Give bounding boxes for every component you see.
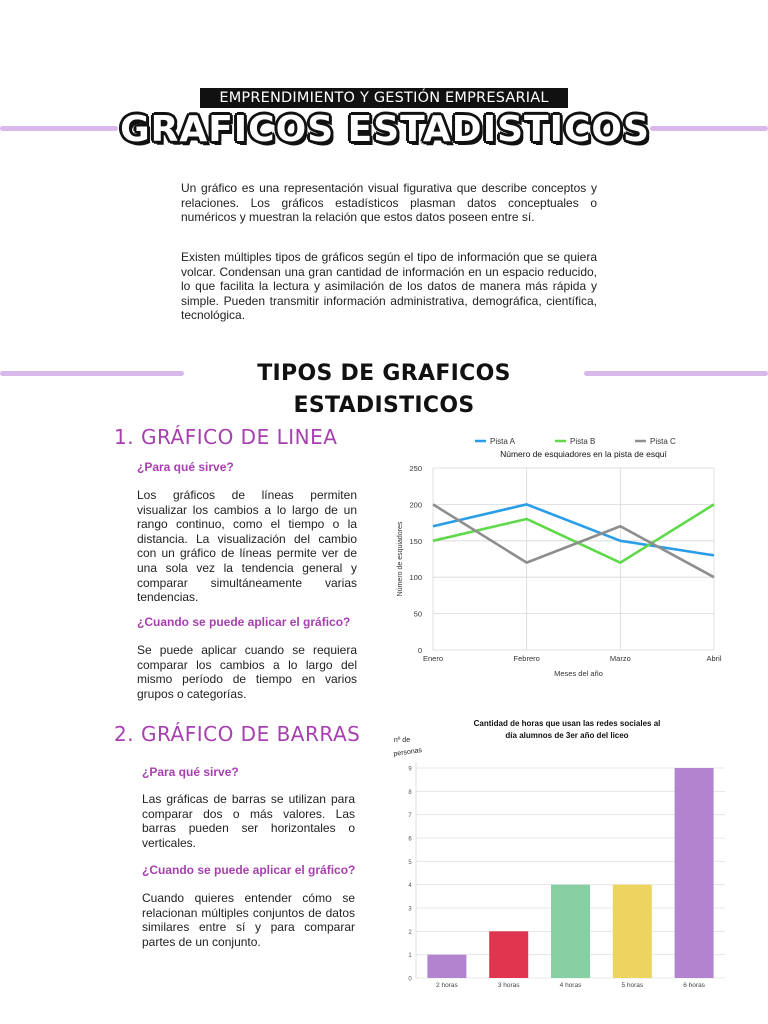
- y-tick-label-5: 250: [409, 464, 422, 473]
- bar-x-tick-label-0: 2 horas: [436, 982, 458, 989]
- bar-x-tick-label-3: 5 horas: [621, 982, 644, 989]
- section-deco-line-left: [0, 371, 184, 376]
- bar-y-tick-label-7: 7: [408, 813, 412, 820]
- bar-x-tick-label-1: 3 horas: [497, 982, 520, 989]
- bar-y-tick-label-3: 3: [408, 906, 412, 913]
- bar-2-horas: [427, 955, 466, 978]
- bar-chart: [380, 710, 768, 1000]
- bar-3-horas: [489, 931, 528, 978]
- y-tick-label-1: 50: [413, 609, 422, 619]
- line-question-purpose: ¿Para qué sirve?: [137, 460, 234, 474]
- page-title: GRAFICOS ESTADISTICOS: [120, 109, 650, 150]
- line-chart-heading: 1. GRÁFICO DE LINEA: [114, 425, 338, 449]
- x-tick-label-3: Abril: [706, 654, 722, 663]
- bar-y-tick-label-0: 0: [408, 976, 412, 983]
- bar-y-tick-label-1: 1: [408, 953, 412, 960]
- bar-y-tick-label-4: 4: [408, 883, 412, 890]
- bar-chart-title-line-2: día alumnos de 3er año del liceo: [505, 731, 629, 740]
- y-tick-label-2: 100: [409, 573, 422, 583]
- bar-chart-title-line-1: Cantidad de horas que usan las redes sociales al: [473, 719, 661, 728]
- section-title: TIPOS DE GRAFICOS ESTADISTICOS: [257, 361, 511, 418]
- bar-answer-purpose: Las gráficas de barras se utilizan para comparar dos o más valores. Las barras pueden ser horizontales o verticales.: [142, 792, 355, 850]
- bar-y-tick-label-2: 2: [408, 929, 412, 936]
- bar-y-axis-label-1: nº de: [393, 737, 411, 744]
- legend-label-2: Pista C: [650, 437, 676, 446]
- bar-x-tick-label-4: 6 horas: [683, 982, 705, 989]
- bar-4-horas: [551, 885, 590, 978]
- bar-5-horas: [613, 885, 652, 978]
- title-deco-line-left: [0, 126, 118, 131]
- x-axis-label: Meses del año: [554, 669, 603, 678]
- line-chart: [380, 430, 768, 690]
- bar-6-horas: [675, 768, 714, 978]
- bar-answer-application: Cuando quieres entender cómo se relacionan múltiples conjuntos de datos similares entre sí y para comparar partes de un conjunto.: [142, 891, 355, 949]
- bar-y-tick-label-9: 9: [408, 766, 412, 773]
- bar-question-application: ¿Cuando se puede aplicar el gráfico?: [142, 863, 356, 877]
- line-chart-title: Número de esquiadores en la pista de esquí: [500, 449, 667, 459]
- bar-question-purpose: ¿Para qué sirve?: [142, 765, 239, 779]
- line-answer-application: Se puede aplicar cuando se requiera comparar los cambios a lo largo del mismo período de tiempo en varios grupos o categorías.: [137, 643, 357, 701]
- bar-y-tick-label-5: 5: [408, 859, 412, 866]
- y-axis-label: Número de esquiadores: [397, 521, 404, 597]
- y-tick-label-3: 150: [409, 536, 422, 546]
- legend-label-0: Pista A: [490, 437, 515, 446]
- x-tick-label-2: Marzo: [609, 654, 631, 663]
- bar-y-axis-label-2: personas: [393, 747, 423, 758]
- x-tick-label-0: Enero: [422, 654, 444, 663]
- legend-label-1: Pista B: [570, 437, 596, 446]
- section-deco-line-right: [584, 371, 768, 376]
- title-deco-line-right: [650, 126, 768, 131]
- intro-paragraph-1: Un gráfico es una representación visual figurativa que describe conceptos y relaciones. Los gráficos estadísticos plasman datos conceptuales o numéricos y muestran la relación que estos datos poseen entre sí.: [181, 181, 597, 225]
- subject-banner: EMPRENDIMIENTO Y GESTIÓN EMPRESARIAL: [200, 88, 568, 108]
- line-answer-purpose: Los gráficos de líneas permiten visualizar los cambios a lo largo de un rango continuo, como el tiempo o la distancia. La visualización del cambio con un gráfico de líneas permite ver de una sola vez la tendencia general y comparar simultáneamente varias tendencias.: [137, 488, 357, 605]
- bar-chart-heading: 2. GRÁFICO DE BARRAS: [114, 722, 361, 746]
- x-tick-label-1: Febrero: [513, 654, 540, 663]
- bar-x-tick-label-2: 4 horas: [559, 982, 582, 989]
- bar-y-tick-label-6: 6: [408, 836, 412, 843]
- intro-paragraph-2: Existen múltiples tipos de gráficos según el tipo de información que se quiera volcar. Condensan una gran cantidad de información en un espacio reducido, lo que facilita la lectura y asimilación de los datos de manera más rápida y simple. Pueden transmitir información administrativa, demográfica, científica, tecnológica.: [181, 250, 597, 323]
- line-question-application: ¿Cuando se puede aplicar el gráfico?: [137, 615, 351, 629]
- y-tick-label-0: 0: [417, 646, 422, 655]
- bar-y-tick-label-8: 8: [408, 789, 412, 796]
- y-tick-label-4: 200: [409, 500, 422, 510]
